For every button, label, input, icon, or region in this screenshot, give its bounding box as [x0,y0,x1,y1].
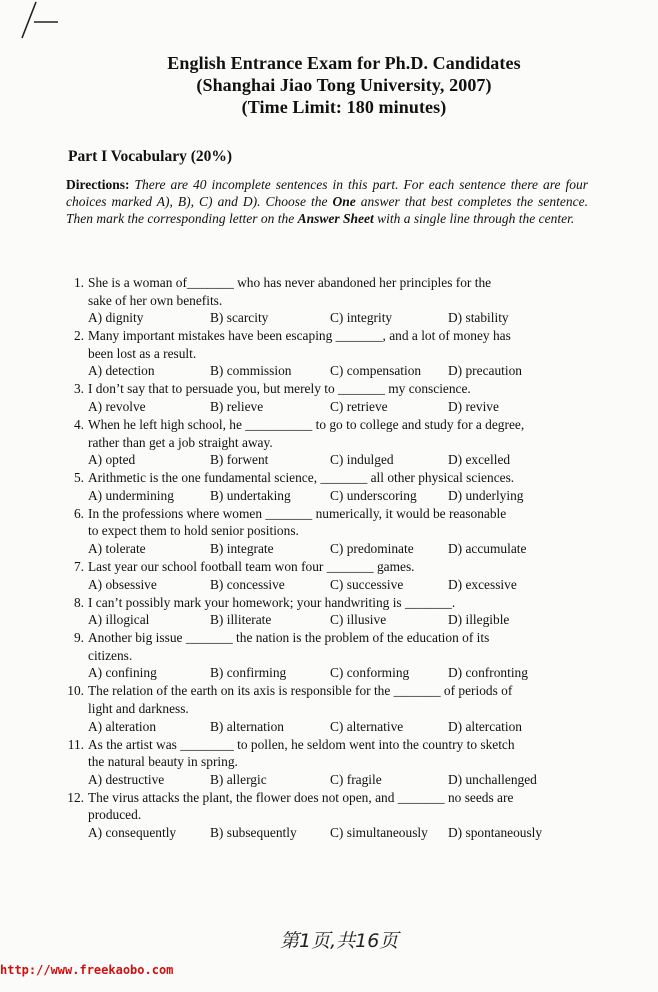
option-b: B) concessive [210,576,285,592]
directions-text-2: answer that best completes the sentence. Then mark the corresponding letter on the [66,194,588,226]
option-c: C) underscoring [330,487,417,503]
title-line-3: (Time Limit: 180 minutes) [241,97,447,117]
option-d: D) illegible [448,612,510,628]
question-stem-line: produced. [88,807,142,823]
option-c: C) predominate [330,540,414,556]
option-b: B) illiterate [210,612,272,628]
option-a: A) revolve [88,398,146,414]
option-d: D) spontaneously [448,824,543,840]
question-6 [62,505,562,558]
question-9 [62,629,562,682]
option-d: D) excessive [448,576,517,592]
question-stem-line: The relation of the earth on its axis is responsible for the _______ of periods of [88,683,513,699]
option-d: D) stability [448,310,509,326]
option-c: C) successive [330,576,404,592]
directions-one: One [332,194,356,209]
option-a: A) tolerate [88,540,146,556]
directions-label: Directions: [66,177,130,192]
answer-options [88,398,562,416]
question-list [62,274,562,842]
option-d: D) precaution [448,363,522,379]
option-c: C) integrity [330,310,393,326]
question-stem-line: I can’t possibly mark your homework; your handwriting is _______. [88,594,456,610]
question-stem-line: She is a woman of_______ who has never abandoned her principles for the [88,275,492,290]
option-a: A) consequently [88,824,177,840]
option-d: D) revive [448,398,499,414]
option-d: D) unchallenged [448,771,537,787]
directions-answer-sheet: Answer Sheet [297,211,374,226]
answer-options [88,540,562,558]
question-stem-line: citizens. [88,647,133,663]
answer-options [88,451,562,469]
question-stem-line: rather than get a job straight away. [88,434,273,450]
question-stem-line: I don’t say that to persuade you, but merely to _______ my conscience. [88,381,471,397]
source-url: http://www.freekaobo.com [0,963,174,977]
pen-stroke-mark [20,0,60,40]
option-d: D) accumulate [448,540,527,556]
question-stem-line: Arithmetic is the one fundamental science, _______ all other physical sciences. [88,470,515,486]
option-c: C) fragile [330,771,382,787]
question-stem-line: When he left high school, he __________ to go to college and study for a degree, [88,416,525,432]
question-number: 4. [73,416,84,432]
part-title: Part I Vocabulary (20%) [68,148,233,165]
question-stem-line: light and darkness. [88,700,189,716]
option-a: A) undermining [88,487,174,503]
option-c: C) illusive [330,612,387,628]
question-number: 9. [73,630,84,646]
option-c: C) retrieve [330,398,388,414]
option-a: A) obsessive [88,576,157,592]
answer-options [88,824,562,842]
title-line-1: English Entrance Exam for Ph.D. Candidates [167,53,521,73]
question-7 [62,558,562,594]
question-stem-line: been lost as a result. [88,345,197,361]
question-4 [62,416,562,469]
question-number: 5. [73,470,84,486]
question-number: 10. [67,683,84,699]
option-b: B) commission [210,363,292,379]
option-b: B) subsequently [210,824,297,840]
question-8 [62,594,562,630]
page-number-handwritten: 第1页,共16页 [280,930,399,952]
option-d: D) underlying [448,487,524,503]
option-a: A) alteration [88,718,157,734]
answer-options [88,664,562,682]
question-stem-line: The virus attacks the plant, the flower does not open, and _______ no seeds are [88,789,514,805]
option-d: D) excelled [448,452,511,468]
question-number: 7. [73,558,84,574]
question-number: 12. [67,789,84,805]
answer-options [88,611,562,629]
option-b: B) integrate [210,540,274,556]
answer-options [88,771,562,789]
question-number: 2. [73,328,84,344]
option-a: A) dignity [88,310,144,326]
question-5 [62,469,562,505]
title-line-2: (Shanghai Jiao Tong University, 2007) [196,75,492,95]
question-3 [62,380,562,416]
question-stem-line: to expect them to hold senior positions. [88,523,299,539]
question-number: 6. [73,505,84,521]
question-number: 8. [73,594,84,610]
option-b: B) alternation [210,718,284,734]
option-b: B) allergic [210,771,267,787]
answer-options [88,309,562,327]
question-number: 1. [73,275,84,290]
question-number: 11. [67,736,84,752]
question-stem-line: Another big issue _______ the nation is the problem of the education of its [88,630,490,646]
option-a: A) opted [88,452,136,468]
option-b: B) confirming [210,665,287,681]
option-a: A) destructive [88,771,165,787]
question-stem-line: As the artist was ________ to pollen, he seldom went into the country to sketch [88,736,515,752]
directions-text-3: with a single line through the center. [373,211,575,226]
question-stem-line: sake of her own benefits. [88,292,223,308]
question-stem-line: Last year our school football team won four _______ games. [88,558,415,574]
question-12 [62,789,562,842]
option-a: A) confining [88,665,157,681]
option-b: B) undertaking [210,487,291,503]
option-a: A) detection [88,363,155,379]
option-d: D) altercation [448,718,522,734]
option-c: C) alternative [330,718,404,734]
option-c: C) indulged [330,452,394,468]
question-stem-line: the natural beauty in spring. [88,754,238,770]
exam-title [0,52,658,118]
option-b: B) scarcity [210,310,269,326]
directions-text-1: There are 40 incomplete sentences in this part. For each sentence there are four choices marked A), B), C) and D). Choose the [66,177,588,209]
question-stem-line: In the professions where women _______ numerically, it would be reasonable [88,505,507,521]
option-a: A) illogical [88,612,150,628]
question-11 [62,736,562,789]
option-c: C) compensation [330,363,422,379]
answer-options [88,718,562,736]
option-b: B) forwent [210,452,269,468]
answer-options [88,362,562,380]
question-1 [62,274,562,327]
answer-options [88,576,562,594]
directions [66,176,588,227]
question-10 [62,682,562,735]
option-b: B) relieve [210,398,264,414]
answer-options [88,487,562,505]
option-c: C) conforming [330,665,410,681]
option-d: D) confronting [448,665,528,681]
option-c: C) simultaneously [330,824,428,840]
question-number: 3. [73,381,84,397]
question-2 [62,327,562,380]
question-stem-line: Many important mistakes have been escaping _______, and a lot of money has [88,328,511,344]
